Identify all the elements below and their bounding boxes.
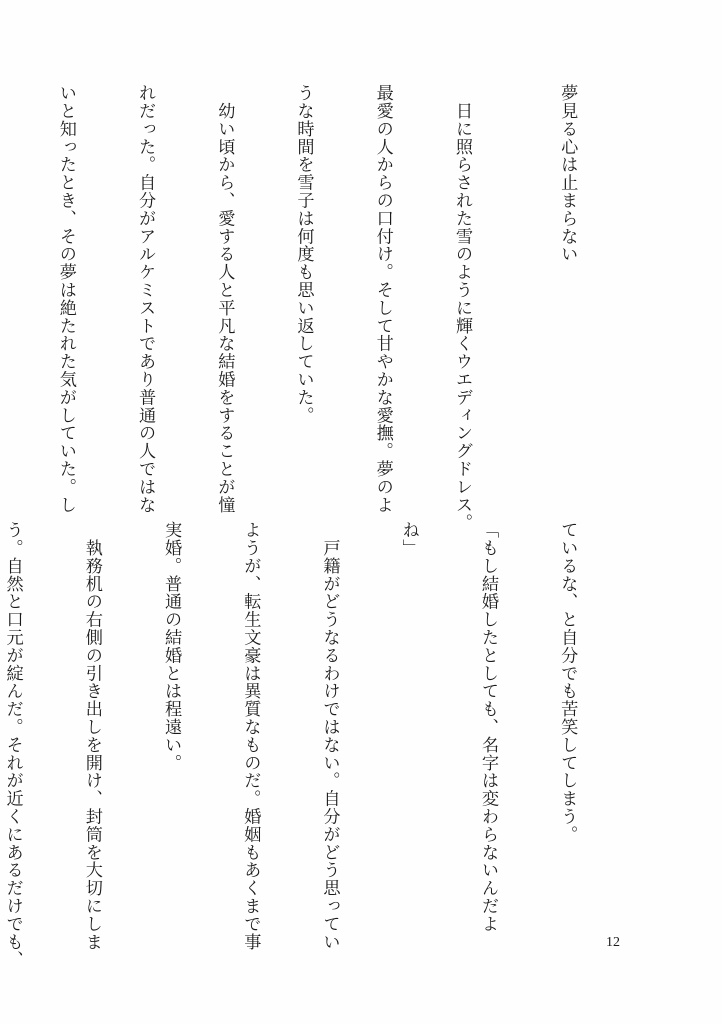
text-line: 最愛の人からの口付け。そして甘やかな愛撫。夢のよ: [372, 84, 393, 514]
page-number: 12: [606, 935, 620, 950]
text-line: ね」: [398, 521, 419, 557]
page-title: 夢見る心は止まらない: [557, 84, 578, 263]
text-line: 戸籍がどうなるわけではない。自分がどう思ってい: [319, 521, 340, 951]
text-line: ようが、転生文豪は異質なものだ。婚姻もあくまで事: [240, 521, 261, 951]
text-line: 「もし結婚したとしても、名字は変わらないんだよ: [477, 521, 498, 933]
text-line: 執務机の右側の引き出しを開け、封筒を大切にしま: [81, 521, 102, 951]
text-line: ているな、と自分でも苦笑してしまう。: [557, 521, 578, 844]
text-line: 実婚。普通の結婚とは程遠い。: [161, 521, 182, 772]
text-line: 日に照らされた雪のように輝くウエディングドレス。: [451, 84, 472, 532]
text-line: れだった。自分がアルケミストであり普通の人ではな: [135, 84, 156, 514]
text-line: うな時間を雪子は何度も思い返していた。: [293, 84, 314, 425]
text-line: いと知ったとき、その夢は絶たれた気がしていた。し: [55, 84, 76, 514]
text-line: 幼い頃から、愛する人と平凡な結婚をすることが憧: [214, 84, 235, 514]
top-text-block: [0, 84, 633, 532]
text-line: う。自然と口元が綻んだ。それが近くにあるだけでも、: [2, 521, 23, 969]
